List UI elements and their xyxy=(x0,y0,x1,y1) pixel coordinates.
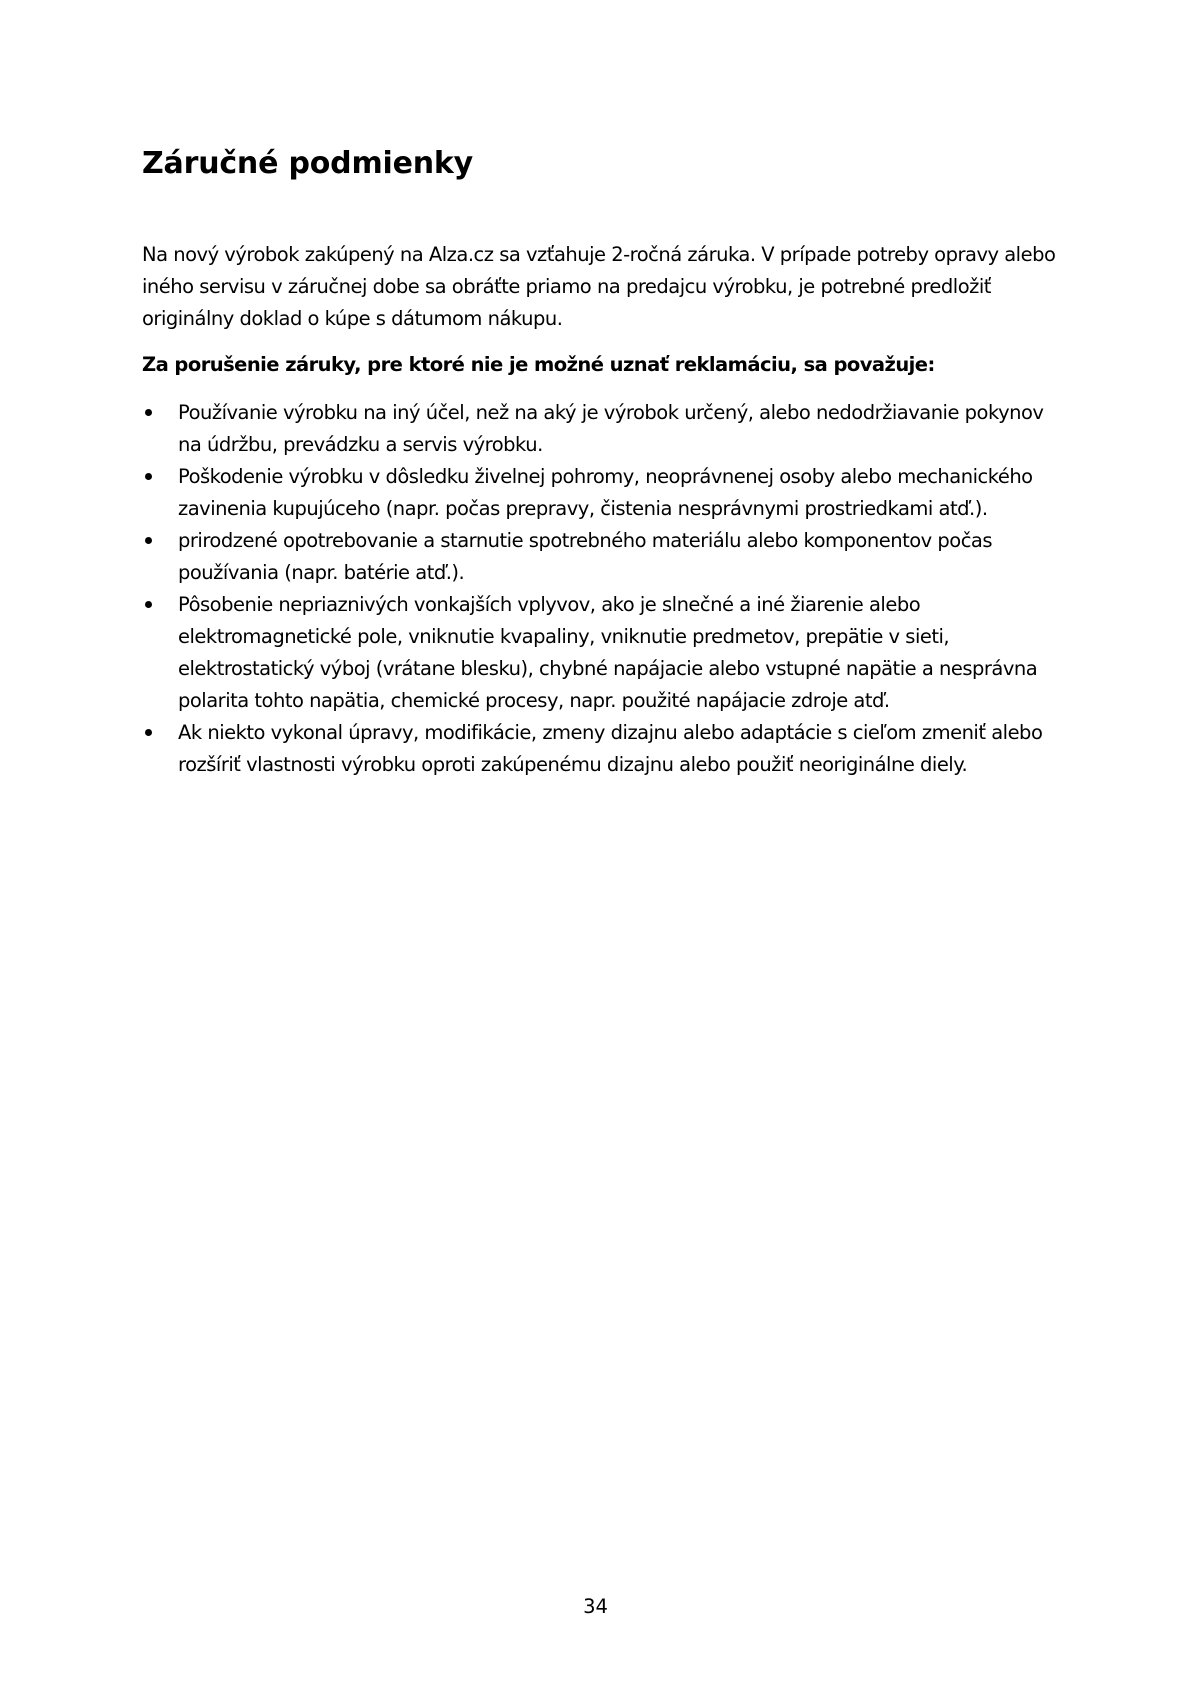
list-item-text: prirodzené opotrebovanie a starnutie spotrebného materiálu alebo komponentov počas používania (napr. batérie atď.). xyxy=(178,529,993,584)
page-number: 34 xyxy=(583,1595,608,1618)
bullet-icon xyxy=(145,473,152,480)
list-item xyxy=(142,397,1057,461)
bullet-icon xyxy=(145,409,152,416)
bullet-icon xyxy=(145,601,152,608)
list-item-text: Používanie výrobku na iný účel, než na aký je výrobok určený, alebo nedodržiavanie pokynov na údržbu, prevádzku a servis výrobku. xyxy=(178,401,1044,456)
warranty-exclusions-list xyxy=(142,397,1057,781)
list-item xyxy=(142,717,1057,781)
list-item-text: Poškodenie výrobku v dôsledku živelnej pohromy, neoprávnenej osoby alebo mechanického zavinenia kupujúceho (napr. počas prepravy, čistenia nesprávnymi prostriedkami atď.). xyxy=(178,465,1033,520)
intro-paragraph: Na nový výrobok zakúpený na Alza.cz sa vzťahuje 2-ročná záruka. V prípade potreby opravy alebo iného servisu v záručnej dobe sa obráťte priamo na predajcu výrobku, je potrebné predložiť originálny doklad o kúpe s dátumom nákupu. xyxy=(142,243,1056,330)
list-item xyxy=(142,461,1057,525)
bullet-icon xyxy=(145,537,152,544)
list-item xyxy=(142,525,1057,589)
list-item-text: Pôsobenie nepriaznivých vonkajších vplyvov, ako je slnečné a iné žiarenie alebo elektromagnetické pole, vniknutie kvapaliny, vniknutie predmetov, prepätie v sieti, elektrostatický výboj (vrátane blesku), chybné napájacie alebo vstupné napätie a nesprávna polarita tohto napätia, chemické procesy, napr. použité napájacie zdroje atď. xyxy=(178,593,1038,712)
bullet-icon xyxy=(145,729,152,736)
page-title: Záručné podmienky xyxy=(142,146,473,181)
warranty-exclusions-heading: Za porušenie záruky, pre ktoré nie je možné uznať reklamáciu, sa považuje: xyxy=(142,353,935,376)
list-item-text: Ak niekto vykonal úpravy, modifikácie, zmeny dizajnu alebo adaptácie s cieľom zmeniť alebo rozšíriť vlastnosti výrobku oproti zakúpenému dizajnu alebo použiť neoriginálne diely. xyxy=(178,721,1043,776)
list-item xyxy=(142,589,1057,717)
